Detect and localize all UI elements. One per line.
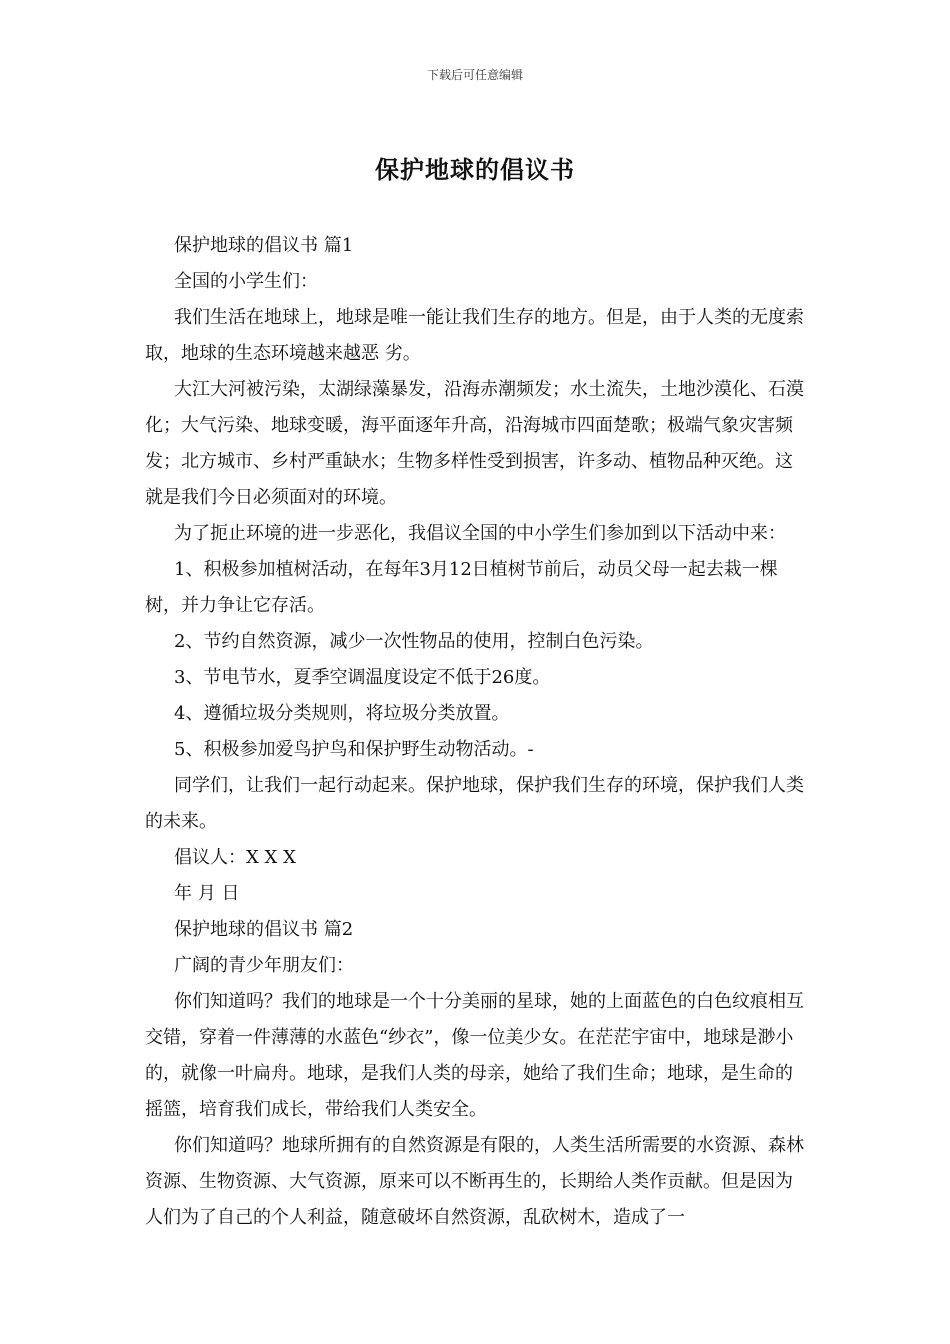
list-item: 3、节电节水，夏季空调温度设定不低于26度。	[174, 667, 551, 688]
body-paragraph: 大江大河被污染，太湖绿藻暴发，沿海赤潮频发；水土流失，土地沙漠化、石漠化；大气污染、地球变暖，海平面逐年升高，沿海城市四面楚歌；极端气象灾害频发；北方城市、乡村严重缺水；生物多样性受到损害，许多动、植物品种灭绝。这就是我们今日必须面对的环境。	[145, 379, 804, 508]
list-item: 5、积极参加爱鸟护鸟和保护野生动物活动。-	[174, 739, 534, 760]
body-paragraph: 我们生活在地球上，地球是唯一能让我们生存的地方。但是，由于人类的无度索取，地球的生态环境越来越恶 劣。	[145, 307, 804, 364]
section-heading: 保护地球的倡议书 篇1	[174, 235, 354, 256]
list-item: 2、节约自然资源，减少一次性物品的使用，控制白色污染。	[174, 631, 654, 652]
section-heading: 保护地球的倡议书 篇2	[174, 919, 354, 940]
header-note: 下载后可任意编辑	[426, 68, 523, 82]
salutation: 广阔的青少年朋友们：	[174, 955, 354, 976]
body-paragraph: 你们知道吗？我们的地球是一个十分美丽的星球，她的上面蓝色的白色纹痕相互交错，穿着一件薄薄的水蓝色“纱衣”，像一位美少女。在茫茫宇宙中，地球是渺小的，就像一叶扁舟。地球，是我们人类的母亲，她给了我们生命；地球，是生命的摇篮，培育我们成长，带给我们人类安全。	[145, 991, 804, 1120]
date-line: 年 月 日	[174, 883, 240, 904]
body-paragraph: 为了扼止环境的进一步恶化，我倡议全国的中小学生们参加到以下活动中来：	[174, 523, 786, 544]
salutation: 全国的小学生们：	[174, 271, 318, 292]
list-item: 1、积极参加植树活动，在每年3月12日植树节前后，动员父母一起去栽一棵树，并力争让它存活。	[145, 559, 778, 616]
body-paragraph: 同学们，让我们一起行动起来。保护地球，保护我们生存的环境，保护我们人类的未来。	[145, 775, 804, 832]
body-paragraph: 你们知道吗？地球所拥有的自然资源是有限的，人类生活所需要的水资源、森林资源、生物资源、大气资源，原来可以不断再生的，长期给人类作贡献。但是因为人们为了自己的个人利益，随意破坏自然资源，乱砍树木，造成了一	[145, 1135, 804, 1228]
signature-line: 倡议人：X X X	[174, 847, 296, 868]
document-title: 保护地球的倡议书	[375, 155, 575, 184]
document-body	[145, 228, 810, 1236]
list-item: 4、遵循垃圾分类规则，将垃圾分类放置。	[174, 703, 510, 724]
